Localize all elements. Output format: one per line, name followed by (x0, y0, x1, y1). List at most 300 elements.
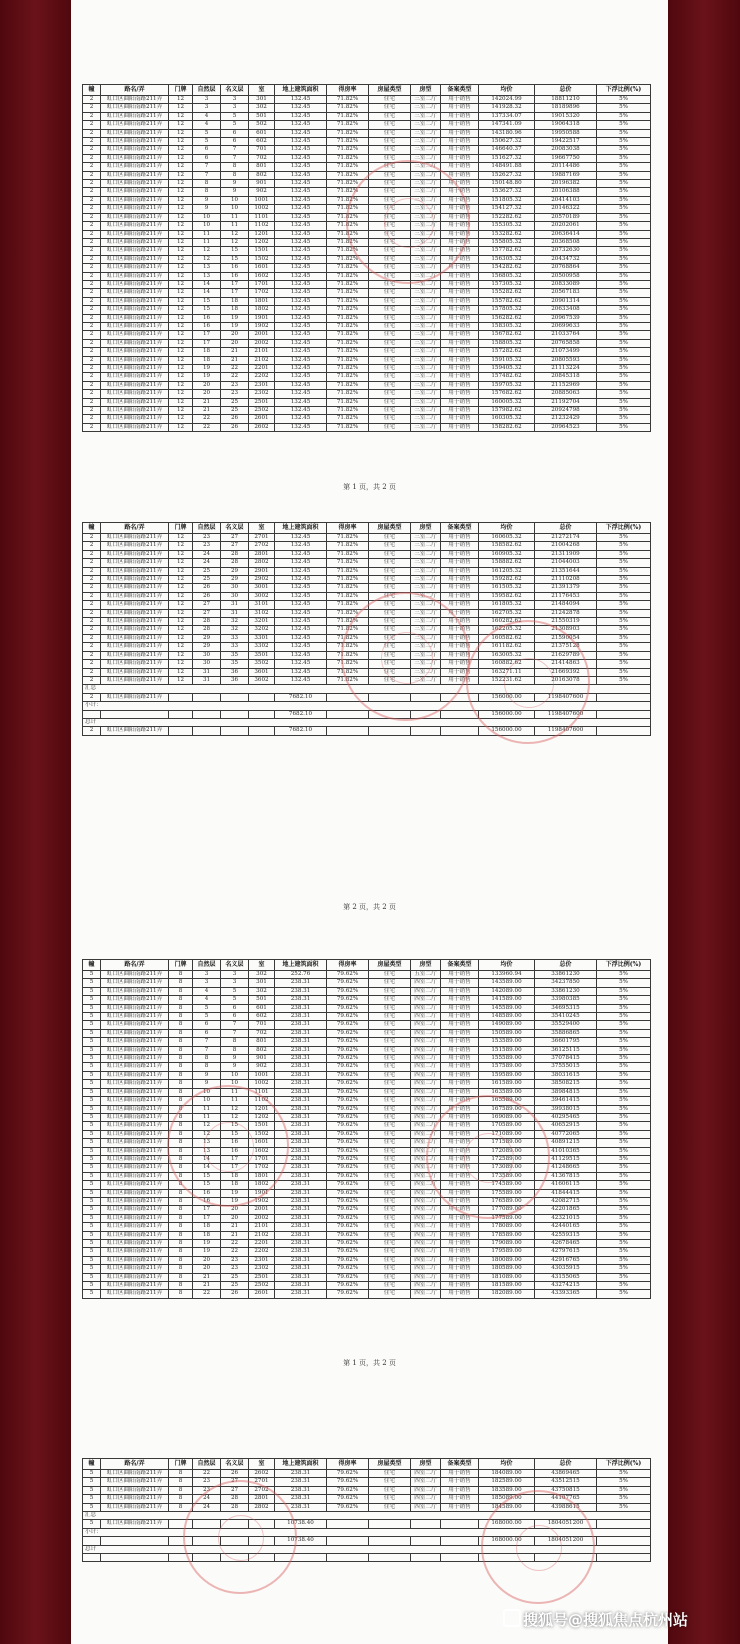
table-cell: 2 (83, 651, 101, 659)
table-cell: 三室二厅 (411, 297, 441, 305)
table-cell: 四室二厅 (411, 1256, 441, 1264)
table-row (83, 306, 651, 314)
table-cell: 161589.00 (479, 1080, 535, 1088)
table-cell: 住宅 (369, 348, 411, 356)
table-cell: 12 (169, 381, 193, 389)
table-cell: 2 (83, 188, 101, 196)
table-cell: 虹口区曲阳南路211弄 (101, 104, 169, 112)
table-cell: 18 (221, 297, 249, 305)
table-cell: 用于销售 (441, 1495, 479, 1503)
table-cell: 用于销售 (441, 1282, 479, 1290)
table-cell: 6 (221, 1013, 249, 1021)
table-cell: 四室二厅 (411, 979, 441, 987)
table-cell: 2201 (249, 1240, 275, 1248)
table-cell: 住宅 (369, 213, 411, 221)
table-cell: 三室二厅 (411, 356, 441, 364)
table-cell: 住宅 (369, 230, 411, 238)
table-cell: 10 (221, 1071, 249, 1079)
table-cell: 22 (221, 365, 249, 373)
table-cell: 房型 (411, 523, 441, 534)
table-cell: 14 (193, 1155, 221, 1163)
table-row (83, 339, 651, 347)
table-cell: 5 (83, 1113, 101, 1121)
table-row (83, 576, 651, 584)
table-cell: 5% (597, 230, 651, 238)
table-cell: 179089.00 (479, 1240, 535, 1248)
table-cell: 2 (83, 112, 101, 120)
table-cell: 132.45 (275, 542, 327, 550)
table-cell: 虹口区曲阳南路211弄 (101, 1520, 169, 1528)
table-cell (169, 1537, 193, 1545)
table-cell: 5 (221, 996, 249, 1004)
table-cell (193, 1520, 221, 1528)
table-cell: 41606115 (535, 1181, 597, 1189)
table-cell: 1902 (249, 322, 275, 330)
table-cell: 132.45 (275, 609, 327, 617)
table-cell: 住宅 (369, 542, 411, 550)
table-cell: 三室二厅 (411, 660, 441, 668)
table-cell: 132.45 (275, 567, 327, 575)
table-cell: 163005.32 (479, 651, 535, 659)
table-row (83, 1231, 651, 1239)
table-cell: 151627.32 (479, 154, 535, 162)
table-cell: 238.31 (275, 1147, 327, 1155)
table-cell: 79.62% (327, 1486, 369, 1494)
table-cell: 虹口区曲阳南路211弄 (101, 996, 169, 1004)
table-row (83, 1282, 651, 1290)
table-cell: 20805593 (535, 356, 597, 364)
table-cell: 71.82% (327, 592, 369, 600)
table-cell: 8 (169, 1256, 193, 1264)
table-cell: 5% (597, 979, 651, 987)
table-cell: 虹口区曲阳南路211弄 (101, 1273, 169, 1281)
table-cell: 住宅 (369, 1013, 411, 1021)
table-cell: 住宅 (369, 1172, 411, 1180)
table-cell: 238.31 (275, 1265, 327, 1273)
table-cell: 5 (83, 1206, 101, 1214)
table-cell: 总计 (83, 1545, 651, 1553)
table-cell: 143180.96 (479, 129, 535, 137)
table-cell: 12 (169, 576, 193, 584)
table-cell: 161805.32 (479, 601, 535, 609)
table-cell: 住宅 (369, 601, 411, 609)
table-cell: 用于销售 (441, 138, 479, 146)
table-cell: 5 (83, 1172, 101, 1180)
table-cell: 132.45 (275, 643, 327, 651)
table-cell: 6 (193, 1021, 221, 1029)
table-cell: 71.82% (327, 96, 369, 104)
table-cell: 四室二厅 (411, 1503, 441, 1511)
table-cell: 2 (83, 289, 101, 297)
table-cell: 用于销售 (441, 1470, 479, 1478)
table-cell: 三室二厅 (411, 390, 441, 398)
table-cell: 2 (83, 381, 101, 389)
table-cell: 用于销售 (441, 264, 479, 272)
table-row (83, 1206, 651, 1214)
table-cell: 173589.00 (479, 1172, 535, 1180)
table-cell: 12 (169, 601, 193, 609)
table-cell: 17 (221, 280, 249, 288)
table-cell: 2101 (249, 1223, 275, 1231)
table-cell: 8 (169, 1038, 193, 1046)
table-cell: 39938015 (535, 1105, 597, 1113)
table-row (83, 727, 651, 735)
table-cell: 虹口区曲阳南路211弄 (101, 129, 169, 137)
table-cell: 5% (597, 314, 651, 322)
table-cell: 5% (597, 1029, 651, 1037)
table-cell: 2301 (249, 381, 275, 389)
table-cell: 156000.00 (479, 710, 535, 718)
page-footer-2: 第 2 页，共 2 页 (343, 903, 396, 911)
price-table-page-4 (82, 1458, 650, 1562)
table-cell: 238.31 (275, 1055, 327, 1063)
table-cell: 用于销售 (441, 1265, 479, 1273)
table-cell: 用于销售 (441, 280, 479, 288)
table-cell: 158582.62 (479, 542, 535, 550)
table-cell: 5% (597, 1503, 651, 1511)
table-cell: 155782.62 (479, 297, 535, 305)
table-cell: 302 (249, 987, 275, 995)
table-cell: 602 (249, 138, 275, 146)
table-cell: 71.82% (327, 609, 369, 617)
table-cell: 12 (169, 112, 193, 120)
table-cell (249, 727, 275, 735)
table-cell: 79.62% (327, 979, 369, 987)
table-cell: 238.31 (275, 1197, 327, 1205)
table-row (83, 188, 651, 196)
table-cell: 8 (169, 1181, 193, 1189)
table-cell: 住宅 (369, 1486, 411, 1494)
table-cell: 虹口区曲阳南路211弄 (101, 727, 169, 735)
table-cell: 8 (169, 1231, 193, 1239)
table-cell: 住宅 (369, 1248, 411, 1256)
table-cell: 用于销售 (441, 272, 479, 280)
table-cell: 5 (193, 129, 221, 137)
table-cell: 238.31 (275, 1172, 327, 1180)
table-cell (221, 1520, 249, 1528)
table-cell (221, 710, 249, 718)
table-cell: 3301 (249, 634, 275, 642)
table-cell: 238.31 (275, 1155, 327, 1163)
table-cell: 17 (221, 1164, 249, 1172)
table-cell: 79.62% (327, 1503, 369, 1511)
table-cell: 79.62% (327, 1248, 369, 1256)
table-cell: 15 (193, 1181, 221, 1189)
table-cell (411, 710, 441, 718)
table-cell: 3 (221, 104, 249, 112)
table-cell: 2 (83, 213, 101, 221)
table-cell: 虹口区曲阳南路211弄 (101, 1071, 169, 1079)
table-cell: 37555015 (535, 1063, 597, 1071)
table-cell: 79.62% (327, 1130, 369, 1138)
table-row (83, 247, 651, 255)
table-cell: 住宅 (369, 129, 411, 137)
table-cell: 21 (193, 1273, 221, 1281)
table-cell (193, 710, 221, 718)
table-cell: 5% (597, 1071, 651, 1079)
table-cell: 虹口区曲阳南路211弄 (101, 1265, 169, 1273)
table-row (83, 643, 651, 651)
table-cell: 三室二厅 (411, 138, 441, 146)
table-cell: 12 (169, 314, 193, 322)
table-cell: 35 (221, 651, 249, 659)
table-cell: 12 (169, 534, 193, 542)
table-cell: 8 (169, 1063, 193, 1071)
table-cell: 2 (83, 264, 101, 272)
table-cell: 五室二厅 (411, 971, 441, 979)
table-cell: 1804051200 (535, 1520, 597, 1528)
table-cell: 5% (597, 1139, 651, 1147)
table-cell: 71.82% (327, 129, 369, 137)
table-cell: 132.45 (275, 390, 327, 398)
table-cell: 室 (249, 960, 275, 971)
table-cell: 四室二厅 (411, 1470, 441, 1478)
table-row (83, 1080, 651, 1088)
table-cell: 8 (169, 1273, 193, 1281)
table-row (83, 1248, 651, 1256)
table-cell: 43155065 (535, 1273, 597, 1281)
table-cell: 71.82% (327, 618, 369, 626)
table-cell: 8 (193, 1055, 221, 1063)
table-cell: 5% (597, 592, 651, 600)
table-cell: 5% (597, 668, 651, 676)
table-cell: 四室二厅 (411, 987, 441, 995)
table-cell: 12 (169, 180, 193, 188)
table-cell: 5% (597, 609, 651, 617)
table-cell: 12 (169, 542, 193, 550)
table-cell: 用于销售 (441, 1130, 479, 1138)
table-cell (221, 1537, 249, 1545)
table-cell: 住宅 (369, 163, 411, 171)
table-cell: 三室二厅 (411, 272, 441, 280)
table-cell: 12 (169, 559, 193, 567)
table-cell: 住宅 (369, 306, 411, 314)
table-cell: 四室二厅 (411, 1495, 441, 1503)
table-row (83, 163, 651, 171)
table-cell: 住宅 (369, 96, 411, 104)
table-cell: 5% (597, 272, 651, 280)
table-cell: 19015320 (535, 112, 597, 120)
table-cell: 四室二厅 (411, 1231, 441, 1239)
table-cell: 用于销售 (441, 196, 479, 204)
table-cell: 32 (221, 626, 249, 634)
table-cell: 132.45 (275, 365, 327, 373)
table-cell: 21 (193, 1282, 221, 1290)
table-cell: 用于销售 (441, 1080, 479, 1088)
table-cell (441, 1537, 479, 1545)
table-row (83, 112, 651, 120)
table-cell: 238.31 (275, 1097, 327, 1105)
table-cell: 虹口区曲阳南路211弄 (101, 205, 169, 213)
table-cell: 住宅 (369, 1231, 411, 1239)
table-cell: 用于销售 (441, 668, 479, 676)
table-cell: 虹口区曲阳南路211弄 (101, 407, 169, 415)
table-cell (597, 1554, 651, 1562)
table-cell: 40891215 (535, 1139, 597, 1147)
table-cell: 19887169 (535, 171, 597, 179)
table-cell: 5 (83, 1197, 101, 1205)
table-cell: 用于销售 (441, 1155, 479, 1163)
table-cell: 5 (83, 1265, 101, 1273)
table-cell: 28 (221, 559, 249, 567)
table-cell (597, 727, 651, 735)
table-cell: 162205.32 (479, 626, 535, 634)
table-cell: 住宅 (369, 584, 411, 592)
table-cell: 总价 (535, 523, 597, 534)
table-cell: 23 (193, 1486, 221, 1494)
table-cell: 虹口区曲阳南路211弄 (101, 390, 169, 398)
table-cell: 2 (83, 373, 101, 381)
table-cell: 31 (193, 676, 221, 684)
table-row (83, 1273, 651, 1281)
table-cell: 10 (193, 1097, 221, 1105)
table-cell: 3 (221, 971, 249, 979)
table-cell: 12 (193, 1130, 221, 1138)
table-cell: 8 (169, 1004, 193, 1012)
table-cell: 19 (221, 314, 249, 322)
table-cell: 5 (83, 1231, 101, 1239)
table (82, 522, 651, 736)
table-cell: 1804051200 (535, 1537, 597, 1545)
table-cell: 44107765 (535, 1495, 597, 1503)
table-cell: 5 (83, 1478, 101, 1486)
table-cell: 33980385 (535, 996, 597, 1004)
page-footer-1: 第 1 页，共 2 页 (343, 483, 396, 491)
table-cell: 2 (83, 634, 101, 642)
table-cell: 20434732 (535, 255, 597, 263)
table-cell: 149089.00 (479, 1021, 535, 1029)
table-cell: 5% (597, 660, 651, 668)
table-cell: 20833089 (535, 280, 597, 288)
table-cell: 20964523 (535, 423, 597, 431)
table-row (83, 979, 651, 987)
table-cell: 25 (221, 398, 249, 406)
table-cell: 8 (169, 1486, 193, 1494)
table-cell: 2502 (249, 1282, 275, 1290)
table-cell: 虹口区曲阳南路211弄 (101, 1029, 169, 1037)
table-cell: 79.62% (327, 1038, 369, 1046)
table-cell: 住宅 (369, 634, 411, 642)
table-cell (369, 693, 411, 701)
table-cell: 三室二厅 (411, 129, 441, 137)
price-table-page-3 (82, 959, 650, 1299)
table-cell: 得房率 (327, 1459, 369, 1470)
table-cell: 5% (597, 348, 651, 356)
table-cell: 20 (193, 390, 221, 398)
table-cell: 虹口区曲阳南路211弄 (101, 213, 169, 221)
table-cell: 22 (193, 1290, 221, 1298)
table-cell: 5 (83, 1155, 101, 1163)
table-cell: 71.82% (327, 356, 369, 364)
table-cell: 5 (193, 1004, 221, 1012)
table-row (83, 1256, 651, 1264)
table-cell: 5% (597, 1097, 651, 1105)
table-cell: 3002 (249, 592, 275, 600)
table-cell (169, 693, 193, 701)
table-cell: 157305.32 (479, 280, 535, 288)
table-cell: 15 (193, 297, 221, 305)
table-cell: 28 (221, 1495, 249, 1503)
table-row (83, 289, 651, 297)
table-cell: 36 (221, 676, 249, 684)
table-cell: 1202 (249, 238, 275, 246)
table-cell: 17 (221, 289, 249, 297)
table-cell: 住宅 (369, 280, 411, 288)
table-cell: 用于销售 (441, 1046, 479, 1054)
table-cell: 21242878 (535, 609, 597, 617)
table-cell: 名义层 (221, 1459, 249, 1470)
table-cell: 1201 (249, 230, 275, 238)
table-cell: 15 (221, 1130, 249, 1138)
table-cell: 20 (221, 1206, 249, 1214)
table-cell: 12 (169, 280, 193, 288)
table-cell: 1201 (249, 1105, 275, 1113)
table-cell (327, 1520, 369, 1528)
table-row (83, 1197, 651, 1205)
table-cell: 2901 (249, 567, 275, 575)
table-cell: 虹口区曲阳南路211弄 (101, 1256, 169, 1264)
table-cell: 41010365 (535, 1147, 597, 1155)
table-cell: 3001 (249, 584, 275, 592)
table-cell: 用于销售 (441, 230, 479, 238)
table-cell: 门牌 (169, 1459, 193, 1470)
table-cell: 5% (597, 280, 651, 288)
table-cell: 7 (193, 1046, 221, 1054)
table-cell: 虹口区曲阳南路211弄 (101, 1495, 169, 1503)
table-cell: 29 (221, 567, 249, 575)
table-cell: 18 (193, 348, 221, 356)
table-cell: 20 (221, 339, 249, 347)
table-cell: 167589.00 (479, 1105, 535, 1113)
table-cell (411, 1537, 441, 1545)
table-cell: 71.82% (327, 322, 369, 330)
table-cell: 住宅 (369, 1155, 411, 1163)
table-cell: 虹口区曲阳南路211弄 (101, 987, 169, 995)
table-cell: 用于销售 (441, 407, 479, 415)
table-cell: 汇总 (83, 1512, 651, 1520)
table-cell: 501 (249, 996, 275, 1004)
table-cell: 132.45 (275, 196, 327, 204)
table-cell: 155282.62 (479, 289, 535, 297)
table-cell: 5% (597, 1181, 651, 1189)
table-cell (597, 693, 651, 701)
table-cell: 79.62% (327, 1097, 369, 1105)
table-cell: 备案类型 (441, 523, 479, 534)
table-cell: 7682.10 (275, 693, 327, 701)
table-cell: 71.82% (327, 230, 369, 238)
table-row (83, 129, 651, 137)
table-cell: 12 (169, 289, 193, 297)
table-cell: 16 (193, 1189, 221, 1197)
table-cell: 132.45 (275, 272, 327, 280)
table-cell: 12 (169, 146, 193, 154)
table-cell: 1198407600 (535, 727, 597, 735)
table-cell: 22 (193, 415, 221, 423)
table-cell: 141589.00 (479, 996, 535, 1004)
table-cell (411, 1520, 441, 1528)
table-cell: 132.45 (275, 255, 327, 263)
table-cell: 得房率 (327, 523, 369, 534)
table-cell: 6 (193, 154, 221, 162)
table-cell: 得房率 (327, 85, 369, 96)
table-cell: 虹口区曲阳南路211弄 (101, 1063, 169, 1071)
table-cell: 用于销售 (441, 1248, 479, 1256)
table-cell: 153282.62 (479, 230, 535, 238)
table-cell: 2002 (249, 1214, 275, 1222)
table-cell: 26 (193, 592, 221, 600)
table-cell: 71.82% (327, 415, 369, 423)
table-cell: 132.45 (275, 146, 327, 154)
